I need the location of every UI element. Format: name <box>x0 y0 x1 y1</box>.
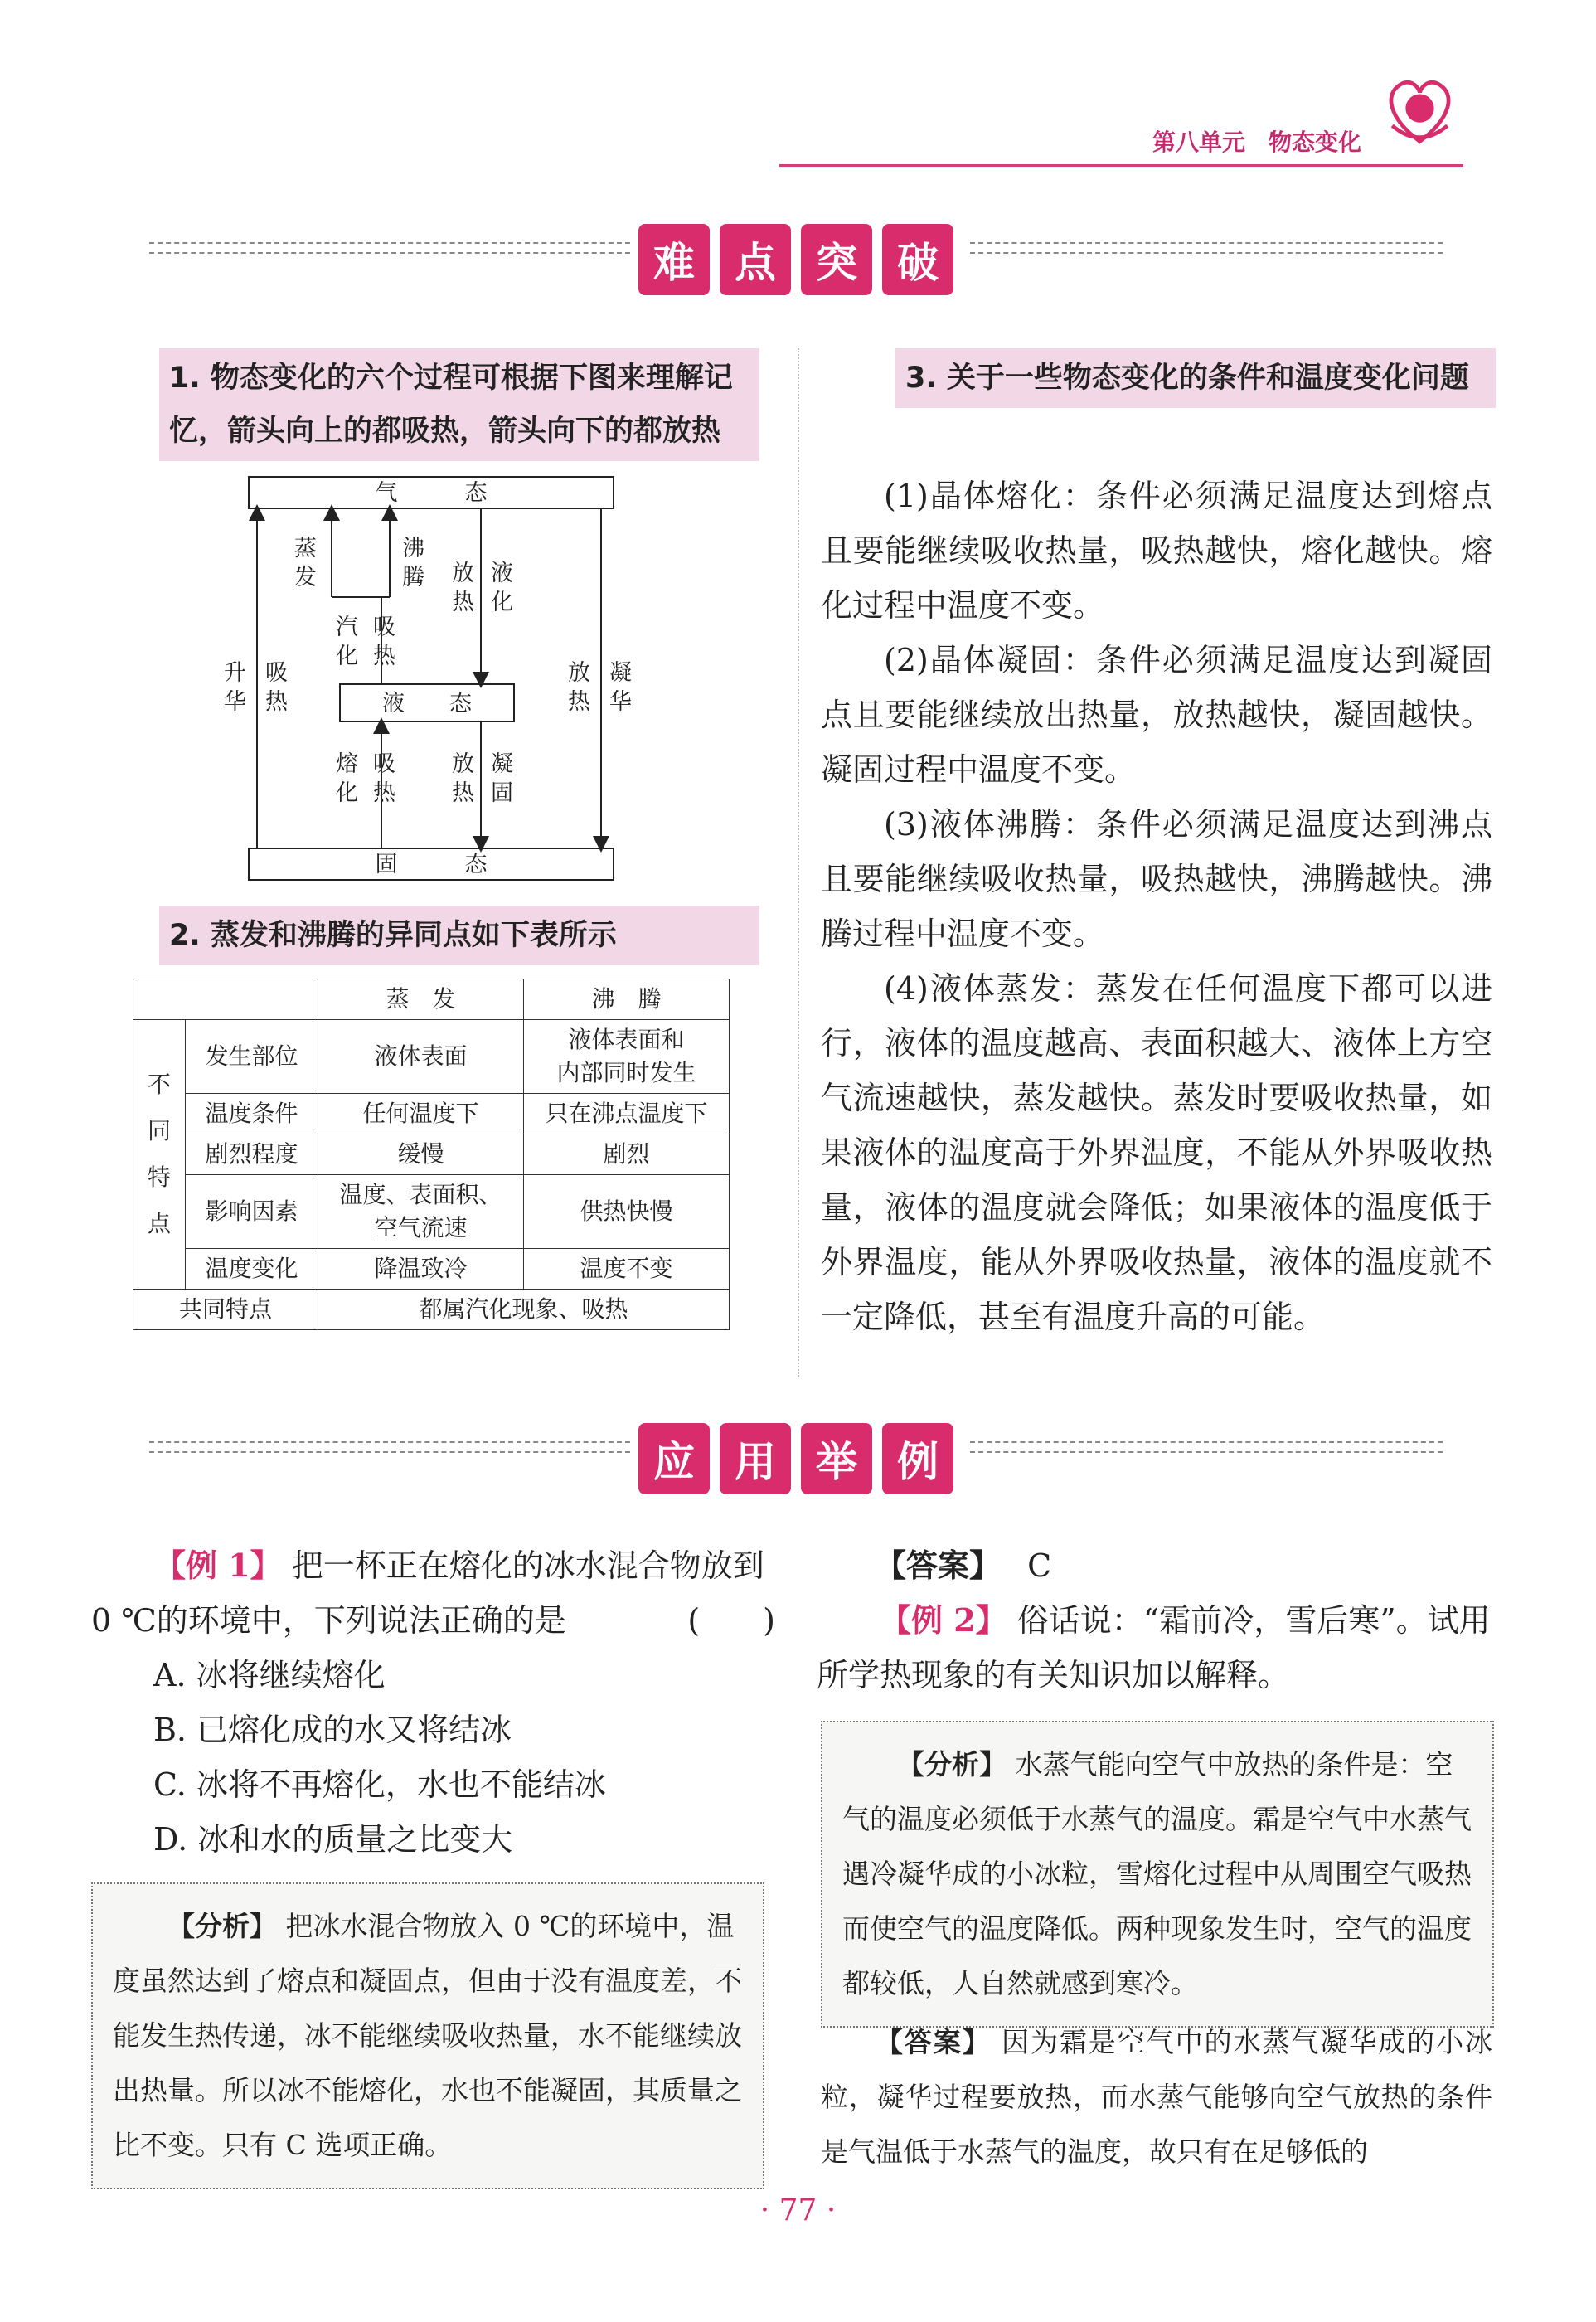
analysis-label: 【分析】 <box>897 1748 1007 1780</box>
boiling-char-2: 腾 <box>402 565 424 590</box>
release1-char-2: 热 <box>452 590 474 615</box>
example2-analysis <box>821 1721 1494 2028</box>
sublimation-char-1: 升 <box>224 660 246 686</box>
table-cell: 液体表面和 内部同时发生 <box>524 1020 730 1094</box>
melting-char-1: 熔 <box>336 751 358 777</box>
column-divider <box>798 348 799 1377</box>
answer-text: C <box>1027 1547 1052 1584</box>
table-cell: 剧烈 <box>524 1134 730 1175</box>
table-cell: 供热快慢 <box>524 1175 730 1249</box>
example2-label: 【例 2】 <box>880 1601 1007 1639</box>
header-boiling: 沸 腾 <box>524 979 730 1020</box>
example1-answer <box>875 1538 1497 1593</box>
paragraph: (1)晶体熔化：条件必须满足温度达到熔点且要能继续吸收热量，吸热越快，熔化越快。熔化过程中温度不变。 <box>821 478 1492 624</box>
evaporation-boiling-table <box>133 979 730 1330</box>
point1-title: 1. 物态变化的六个过程可根据下图来理解记忆，箭头向上的都吸热，箭头向下的都放热 <box>159 348 759 461</box>
liquefy-char-2: 化 <box>491 590 513 615</box>
section-divider-left <box>149 1441 630 1453</box>
group-label: 不 同 特 点 <box>133 1020 186 1290</box>
table-cell: 液体表面 <box>318 1020 524 1094</box>
melting-char-2: 化 <box>336 780 358 806</box>
absorb3-char-1: 吸 <box>373 751 395 777</box>
liquid-label: 液 态 <box>382 691 472 717</box>
evaporation-char-2: 发 <box>294 565 317 590</box>
point2-title: 2. 蒸发和沸腾的异同点如下表所示 <box>159 906 759 965</box>
option-d: D. 冰和水的质量之比变大 <box>153 1821 513 1858</box>
section-divider-right <box>970 242 1443 254</box>
deposition-char-1: 凝 <box>609 660 632 686</box>
example1-options <box>153 1648 783 1867</box>
analysis-text: 把冰水混合物放入 0 ℃的环境中，温度虽然达到了熔点和凝固点，但由于没有温度差，不能发生热传递，冰不能继续吸收热量，水不能继续放出热量。所以冰不能熔化，水也不能凝固，其质量之比不变。只有 C 选项正确。 <box>113 1910 742 2161</box>
common-label: 共同特点 <box>133 1290 318 1330</box>
paragraph: (4)液体蒸发：蒸发在任何温度下都可以进行，液体的温度越高、表面积越大、液体上方空气流速越快，蒸发越快。蒸发时要吸收热量，如果液体的温度高于外界温度，不能从外界吸收热量，液体的温度就会降低；如果液体的温度低于外界温度，能从外界吸收热量，液体的温度就不一定降低，甚至有温度升高的可能。 <box>821 970 1492 1335</box>
section-title-yingyong: 应 用 举 例 <box>638 1423 953 1494</box>
section-title-nandian: 难 点 突 破 <box>638 224 953 295</box>
table-row-label: 剧烈程度 <box>186 1134 318 1175</box>
answer-text: 因为霜是空气中的水蒸气凝华成的小冰粒，凝华过程要放热，而水蒸气能够向空气放热的条件是气温低于水蒸气的温度，故只有在足够低的 <box>821 2026 1492 2168</box>
table-row-label: 温度条件 <box>186 1094 318 1134</box>
example2-answer <box>821 2015 1492 2179</box>
point3-body <box>821 469 1492 1344</box>
liquefy-char-1: 液 <box>491 561 513 586</box>
table-cell: 温度不变 <box>524 1249 730 1290</box>
answer-bracket: ( ) <box>687 1602 775 1639</box>
table-row-label: 温度变化 <box>186 1249 318 1290</box>
table-cell: 任何温度下 <box>318 1094 524 1134</box>
point3-title: 3. 关于一些物态变化的条件和温度变化问题 <box>895 348 1496 408</box>
answer-label: 【答案】 <box>876 2026 992 2058</box>
state-change-diagram <box>207 473 638 887</box>
table-row-label: 影响因素 <box>186 1175 318 1249</box>
option-b: B. 已熔化成的水又将结冰 <box>153 1712 512 1748</box>
table-row-label: 发生部位 <box>186 1020 318 1094</box>
absorb1-char-2: 热 <box>373 644 395 669</box>
sublimation-char-2: 华 <box>224 689 246 715</box>
publisher-logo-icon <box>1380 70 1459 149</box>
answer-label: 【答案】 <box>875 1547 1002 1584</box>
table-cell: 只在沸点温度下 <box>524 1094 730 1134</box>
option-a: A. 冰将继续熔化 <box>153 1657 386 1693</box>
analysis-label: 【分析】 <box>167 1910 277 1942</box>
example1-stem: 把一杯正在熔化的冰水混合物放到 0 ℃的环境中，下列说法正确的是 <box>91 1547 764 1639</box>
deposition-char-2: 华 <box>609 689 632 715</box>
release2-char-2: 热 <box>568 689 590 715</box>
freezing-char-2: 固 <box>491 780 513 806</box>
section-divider-left <box>149 242 630 254</box>
gas-label: 气 态 <box>375 480 488 506</box>
option-c: C. 冰将不再熔化，水也不能结冰 <box>153 1766 606 1803</box>
table-cell: 缓慢 <box>318 1134 524 1175</box>
page-number: · 77 · <box>759 2193 837 2227</box>
release1-char-1: 放 <box>452 561 474 586</box>
example2-question <box>817 1593 1497 1703</box>
release3-char-2: 热 <box>452 780 474 806</box>
absorb2-char-2: 热 <box>265 689 288 715</box>
boiling-char-1: 沸 <box>402 536 424 561</box>
example1-analysis <box>91 1882 764 2189</box>
freezing-char-1: 凝 <box>491 751 513 777</box>
release3-char-1: 放 <box>452 751 474 777</box>
vaporize-char-2: 化 <box>336 644 358 669</box>
analysis-text: 水蒸气能向空气中放热的条件是：空气的温度必须低于水蒸气的温度。霜是空气中水蒸气遇冷凝华成的小冰粒，雪熔化过程中从周围空气吸热而使空气的温度降低。两种现象发生时，空气的温度都较低，人自然就感到寒冷。 <box>842 1748 1472 1999</box>
table-cell: 温度、表面积、 空气流速 <box>318 1175 524 1249</box>
header-evaporation: 蒸 发 <box>318 979 524 1020</box>
vaporize-char-1: 汽 <box>336 615 358 640</box>
example1-label: 【例 1】 <box>154 1547 282 1584</box>
table-cell: 降温致冷 <box>318 1249 524 1290</box>
example1-question <box>91 1538 775 1648</box>
paragraph: (3)液体沸腾：条件必须满足温度达到沸点且要能继续吸收热量，吸热越快，沸腾越快。沸腾过程中温度不变。 <box>821 806 1492 952</box>
evaporation-char-1: 蒸 <box>294 536 317 561</box>
solid-label: 固 态 <box>375 852 488 877</box>
absorb2-char-1: 吸 <box>265 660 288 686</box>
header-divider <box>779 164 1463 167</box>
example2-stem: 俗话说：“霜前冷，雪后寒”。试用所学热现象的有关知识加以解释。 <box>817 1602 1491 1693</box>
unit-title: 第八单元 物态变化 <box>1152 129 1362 156</box>
absorb3-char-2: 热 <box>373 780 395 806</box>
paragraph: (2)晶体凝固：条件必须满足温度达到凝固点且要能继续放出热量，放热越快，凝固越快。凝固过程中温度不变。 <box>821 642 1492 788</box>
release2-char-1: 放 <box>568 660 590 686</box>
absorb1-char-1: 吸 <box>373 615 395 640</box>
section-divider-right <box>970 1441 1443 1453</box>
common-value: 都属汽化现象、吸热 <box>318 1290 730 1330</box>
